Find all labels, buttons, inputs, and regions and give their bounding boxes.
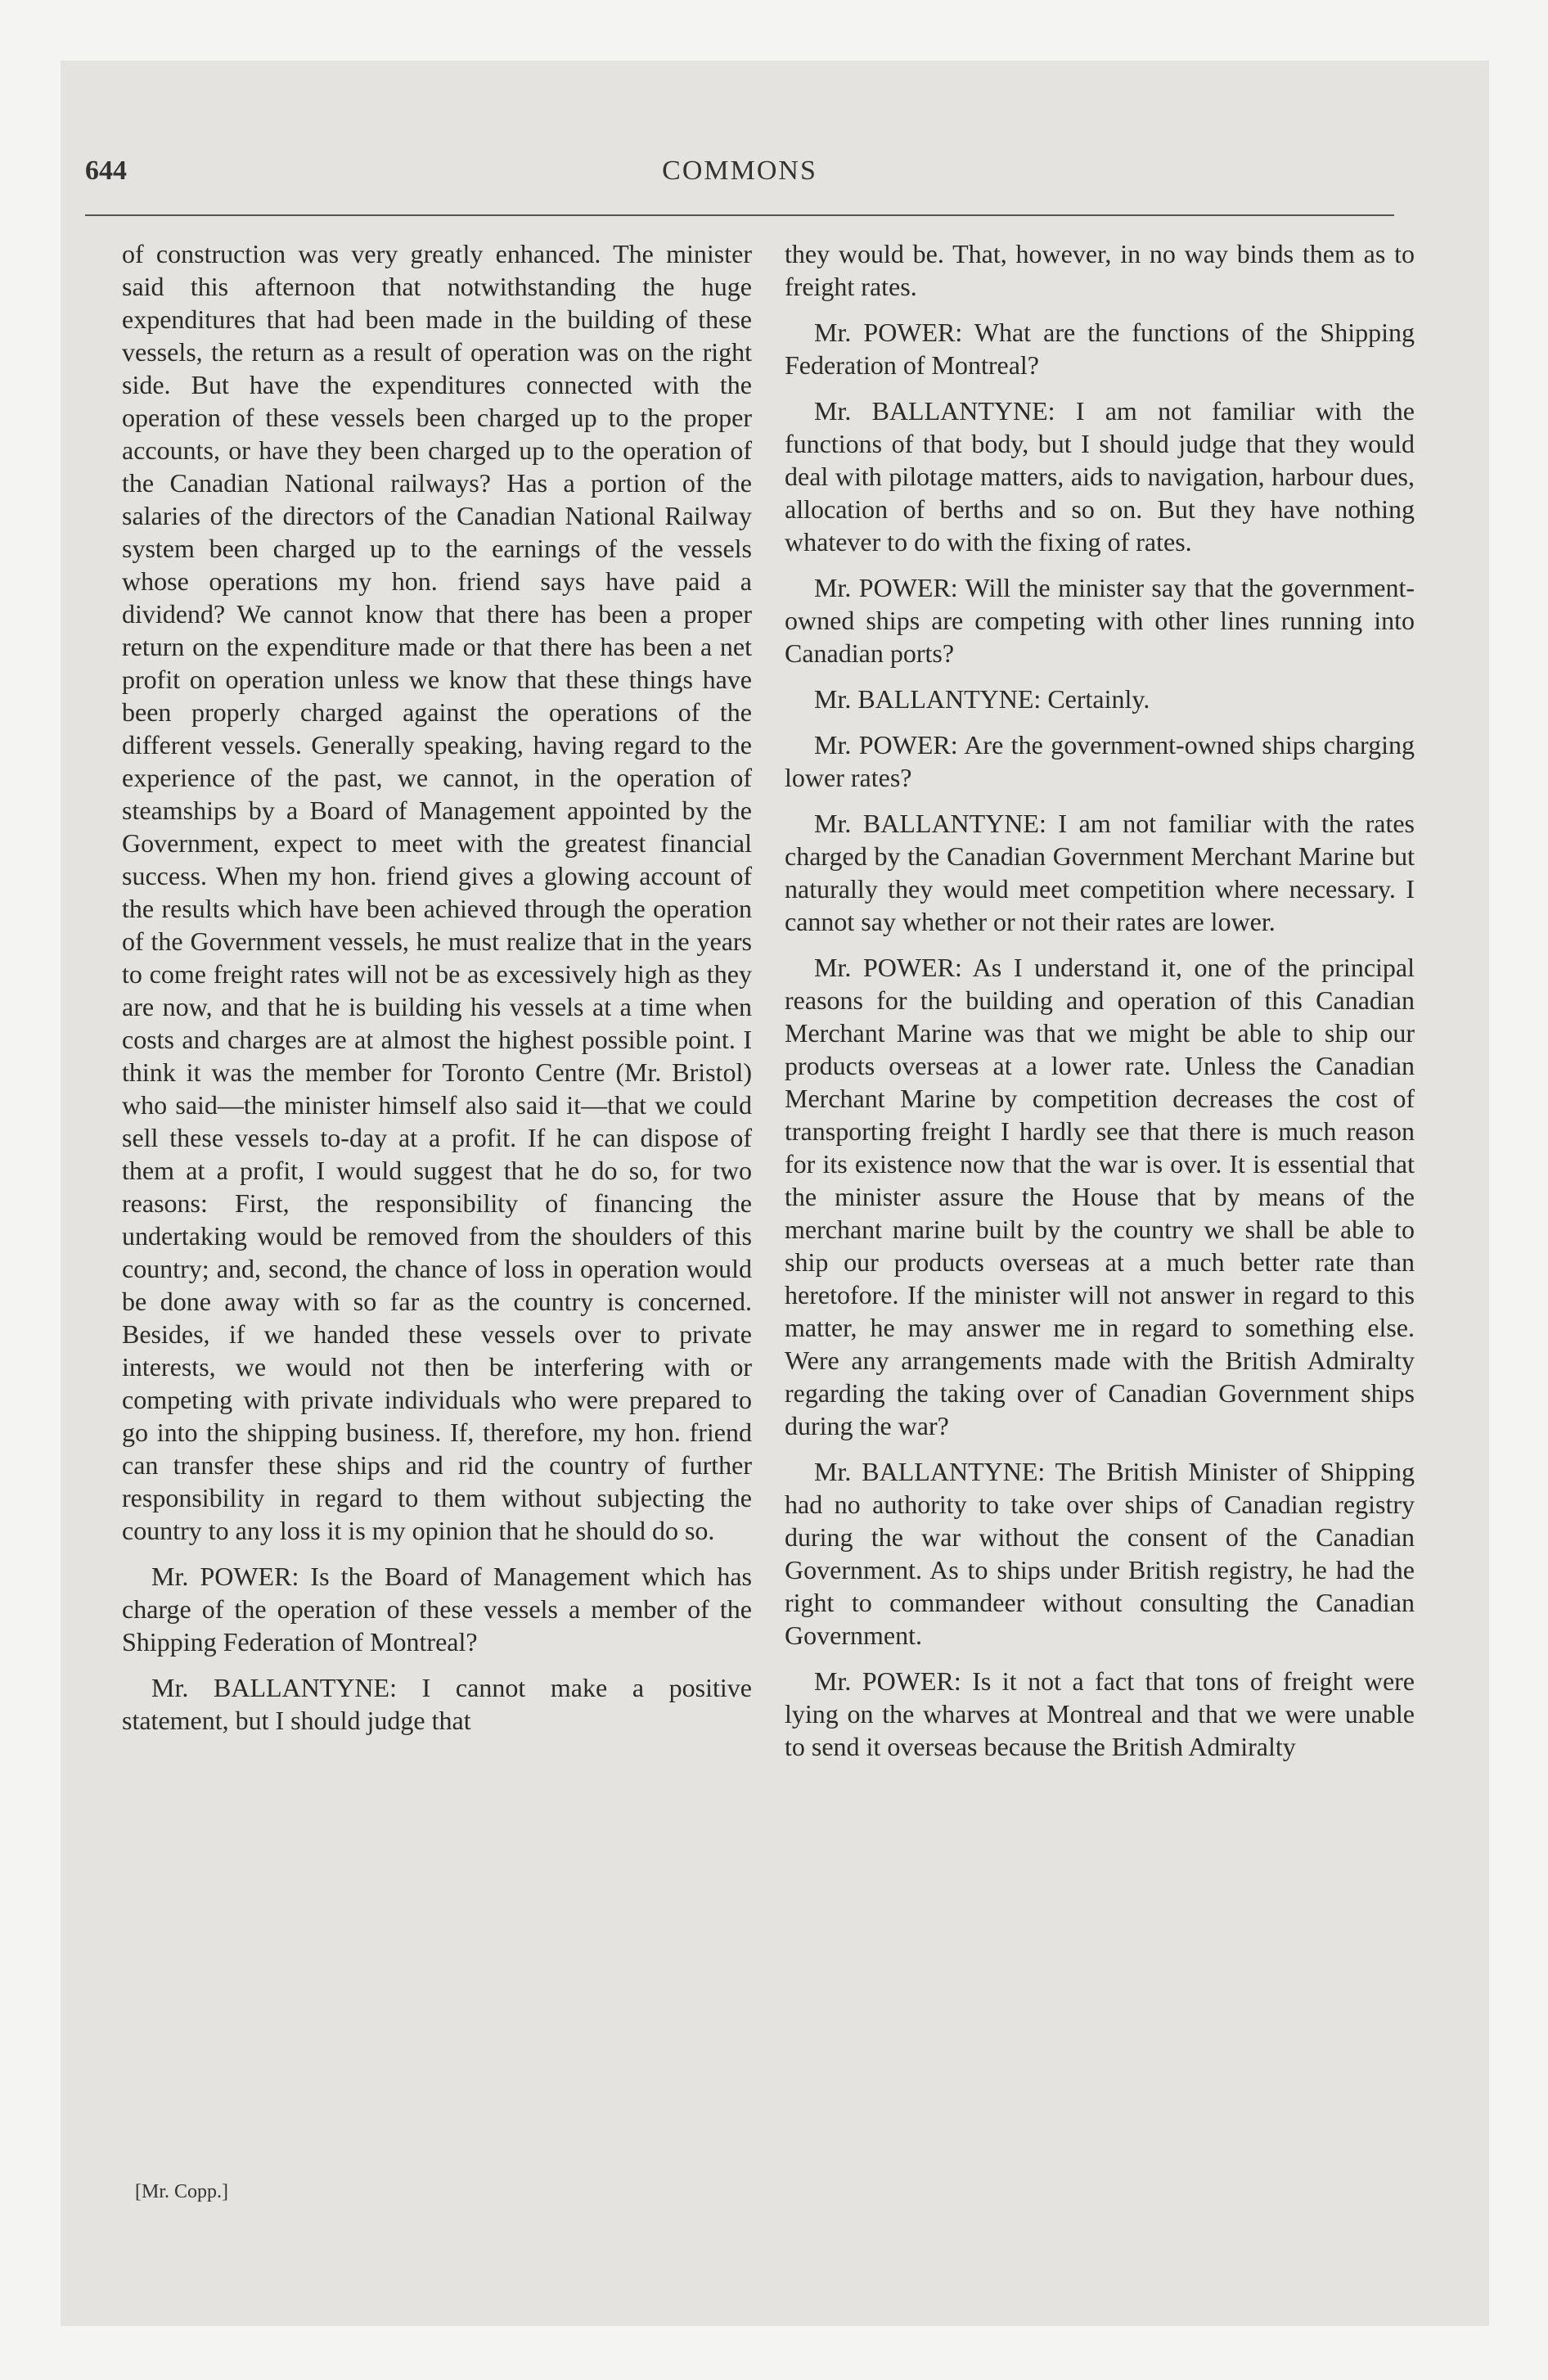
- paragraph: Mr. BALLANTYNE: Certainly.: [814, 684, 1150, 714]
- page-number: 644: [85, 156, 127, 186]
- paragraph: Mr. POWER: Are the government-owned ships charging lower rates?: [785, 730, 1415, 792]
- paragraph: Mr. POWER: As I understand it, one of the principal reasons for the building and operation of this Canadian Merchant Marine was that we might be able to ship our products overseas at a lower rate. Unless the Canadian Merchant Marine by competition decreases the cost of transporting freight I hardly see that there is much reason for its existence now that the war is over. It is essential that the minister assure the House that by means of the merchant marine built by the country we shall be able to ship our products overseas at a much better rate than heretofore. If the minister will not answer in regard to this matter, he may answer me in regard to something else. Were any arrangements made with the British Admiralty regarding the taking over of Canadian Government ships during the war?: [785, 953, 1415, 1440]
- paragraph: Mr. BALLANTYNE: The British Minister of Shipping had no authority to take over ships of Canadian registry during the war without the consent of the Canadian Government. As to ships under British registry, he had the right to commandeer without consulting the Canadian Government.: [785, 1457, 1415, 1650]
- paragraph: of construction was very greatly enhanced. The minister said this afternoon that notwithstanding the huge expenditures that had been made in the building of these vessels, the return as a result of operation was on the right side. But have the expenditures connected with the operation of these vessels been charged up to the proper accounts, or have they been charged up to the operation of the Canadian National railways? Has a portion of the salaries of the directors of the Canadian National Railway system been charged up to the earnings of the vessels whose operations my hon. friend says have paid a dividend? We cannot know that there has been a proper return on the expenditure made or that there has been a net profit on operation unless we know that these things have been properly charged against the operations of the different vessels. Generally speaking, having regard to the experience of the past, we cannot, in the operation of steamships by a Board of Management appointed by the Government, expect to meet with the greatest financial success. When my hon. friend gives a glowing account of the results which have been achieved through the operation of the Government vessels, he must realize that in the years to come freight rates will not be as excessively high as they are now, and that he is building his vessels at a time when costs and charges are at almost the highest possible point. I think it was the member for Toronto Centre (Mr. Bristol) who said—the minister himself also said it—that we could sell these vessels to-day at a profit. If he can dispose of them at a profit, I would suggest that he do so, for two reasons: First, the responsibility of financing the undertaking would be removed from the shoulders of this country; and, second, the chance of loss in operation would be done away with so far as the country is concerned. Besides, if we handed these vessels over to private interests, we would not then be interfering with or competing with private individuals who were prepared to go into the shipping business. If, therefore, my hon. friend can transfer these ships and rid the country of further responsibility in regard to them without subjecting the country to any loss it is my opinion that he should do so.: [122, 239, 752, 1545]
- speaker-tag: [Mr. Copp.]: [135, 2181, 228, 2202]
- paragraph: Mr. BALLANTYNE: I am not familiar with the functions of that body, but I should judge that they would deal with pilotage matters, aids to navigation, harbour dues, allocation of berths and so on. But they have nothing whatever to do with the fixing of rates.: [785, 396, 1415, 557]
- right-column: [785, 237, 1415, 1776]
- running-head: COMMONS: [662, 156, 817, 186]
- paragraph: Mr. BALLANTYNE: I am not familiar with the rates charged by the Canadian Government Merchant Marine but naturally they would meet competition where necessary. I cannot say whether or not their rates are lower.: [785, 809, 1415, 936]
- paragraph: Mr. BALLANTYNE: I cannot make a positive statement, but I should judge that: [122, 1673, 752, 1735]
- paragraph: Mr. POWER: What are the functions of the Shipping Federation of Montreal?: [785, 318, 1415, 380]
- header-rule: [85, 214, 1394, 216]
- paragraph: Mr. POWER: Is it not a fact that tons of freight were lying on the wharves at Montreal and that we were unable to send it overseas because the British Admiralty: [785, 1666, 1415, 1761]
- paragraph: Mr. POWER: Will the minister say that the government-owned ships are competing with other lines running into Canadian ports?: [785, 573, 1415, 668]
- page-header: [85, 156, 1394, 196]
- paragraph: they would be. That, however, in no way binds them as to freight rates.: [785, 239, 1415, 301]
- left-column: [122, 237, 752, 1750]
- paragraph: Mr. POWER: Is the Board of Management which has charge of the operation of these vessels a member of the Shipping Federation of Montreal?: [122, 1562, 752, 1657]
